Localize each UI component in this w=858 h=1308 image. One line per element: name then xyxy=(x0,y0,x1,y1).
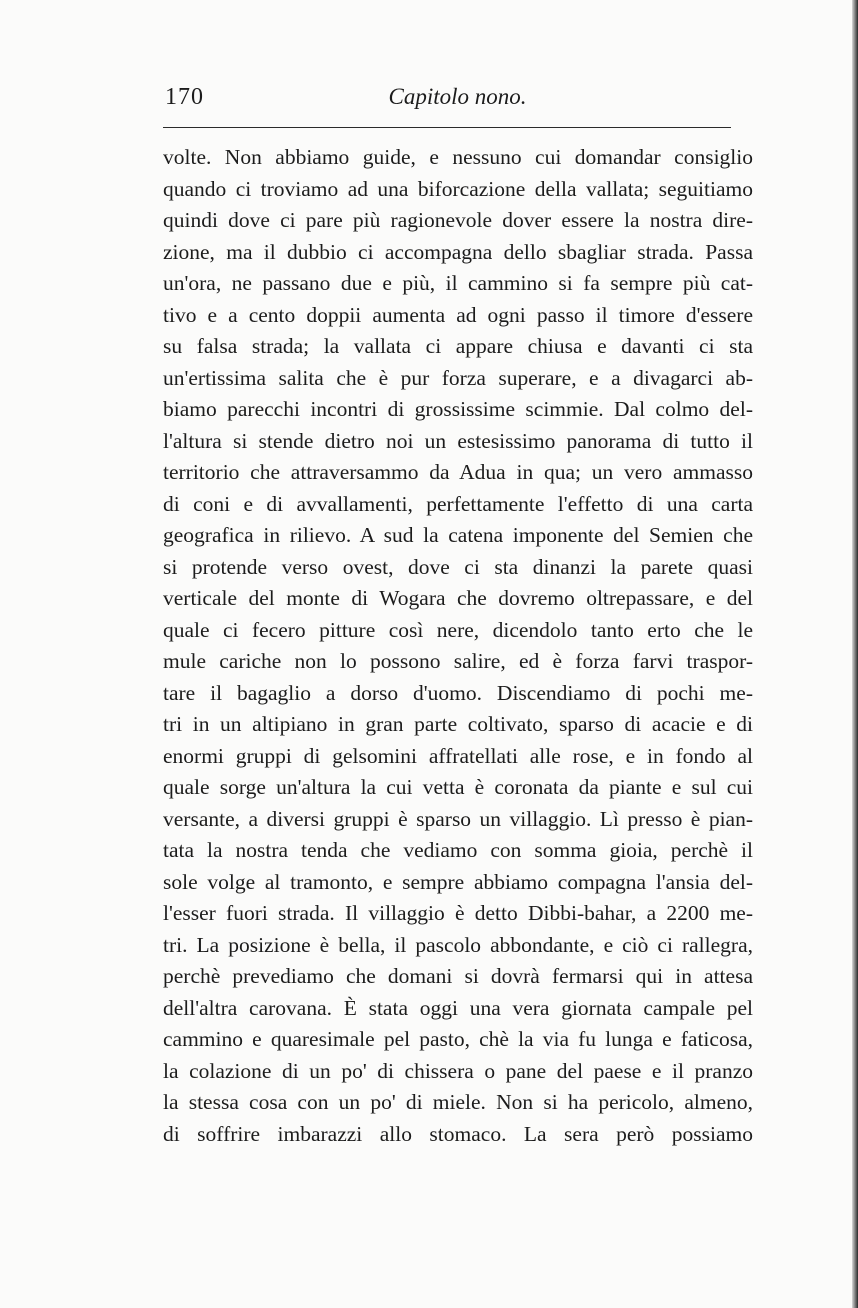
text-line: sole volge al tramonto, e sempre abbiamo compagna l'ansia del- xyxy=(163,869,753,894)
text-line: biamo parecchi incontri di grossissime scimmie. Dal colmo del- xyxy=(163,397,753,421)
page-number: 170 xyxy=(165,84,204,110)
text-line: quindi dove ci pare più ragionevole dover essere la nostra dire- xyxy=(163,208,753,232)
text-line: mule cariche non lo possono salire, ed è forza farvi traspor- xyxy=(163,649,753,673)
text-line: l'esser fuori strada. Il villaggio è detto Dibbi-bahar, a 2200 me- xyxy=(163,901,753,925)
text-line: zione, ma il dubbio ci accompagna dello sbagliar strada. Passa xyxy=(163,239,753,264)
text-line: tare il bagaglio a dorso d'uomo. Discendiamo di pochi me- xyxy=(163,680,753,705)
text-line: l'altura si stende dietro noi un estesissimo panorama di tutto il xyxy=(163,428,753,453)
text-line: tri in un altipiano in gran parte coltivato, sparso di acacie e di xyxy=(163,712,753,736)
text-line: un'ertissima salita che è pur forza superare, e a divagarci ab- xyxy=(163,365,753,390)
text-line: territorio che attraversammo da Adua in qua; un vero ammasso xyxy=(163,460,753,484)
body-text xyxy=(163,142,753,1150)
text-line: perchè prevediamo che domani si dovrà fermarsi qui in attesa xyxy=(163,964,753,988)
text-line: la stessa cosa con un po' di miele. Non si ha pericolo, almeno, xyxy=(163,1090,753,1114)
text-line: tivo e a cento doppii aumenta ad ogni passo il timore d'essere xyxy=(163,302,753,327)
header-rule xyxy=(163,127,731,128)
text-line: verticale del monte di Wogara che dovremo oltrepassare, e del xyxy=(163,586,753,610)
page-edge-shadow xyxy=(852,0,858,1308)
text-line: di coni e di avvallamenti, perfettamente l'effetto di una carta xyxy=(163,491,753,516)
text-line: volte. Non abbiamo guide, e nessuno cui domandar consiglio xyxy=(163,145,753,169)
text-line: su falsa strada; la vallata ci appare chiusa e davanti ci sta xyxy=(163,334,753,358)
text-line: un'ora, ne passano due e più, il cammino si fa sempre più cat- xyxy=(163,271,753,295)
text-line: versante, a diversi gruppi è sparso un villaggio. Lì presso è pian- xyxy=(163,806,753,831)
text-line: quale ci fecero pitture così nere, dicendolo tanto erto che le xyxy=(163,617,753,642)
text-line: quando ci troviamo ad una biforcazione della vallata; seguitiamo xyxy=(163,176,753,201)
text-line: quale sorge un'altura la cui vetta è coronata da piante e sul cui xyxy=(163,775,753,799)
text-line: tri. La posizione è bella, il pascolo abbondante, e ciò ci rallegra, xyxy=(163,932,753,957)
text-line: tata la nostra tenda che vediamo con somma gioia, perchè il xyxy=(163,838,753,862)
text-line: geografica in rilievo. A sud la catena imponente del Semien che xyxy=(163,523,753,547)
text-line: dell'altra carovana. È stata oggi una vera giornata campale pel xyxy=(163,995,753,1020)
text-line: si protende verso ovest, dove ci sta dinanzi la parete quasi xyxy=(163,554,753,579)
text-line: cammino e quaresimale pel pasto, chè la via fu lunga e faticosa, xyxy=(163,1027,753,1051)
text-line: la colazione di un po' di chissera o pane del paese e il pranzo xyxy=(163,1058,753,1083)
page-header xyxy=(165,84,730,118)
text-line: enormi gruppi di gelsomini affratellati alle rose, e in fondo al xyxy=(163,743,753,768)
running-title: Capitolo nono. xyxy=(388,84,527,109)
text-line: di soffrire imbarazzi allo stomaco. La sera però possiamo xyxy=(163,1121,753,1146)
